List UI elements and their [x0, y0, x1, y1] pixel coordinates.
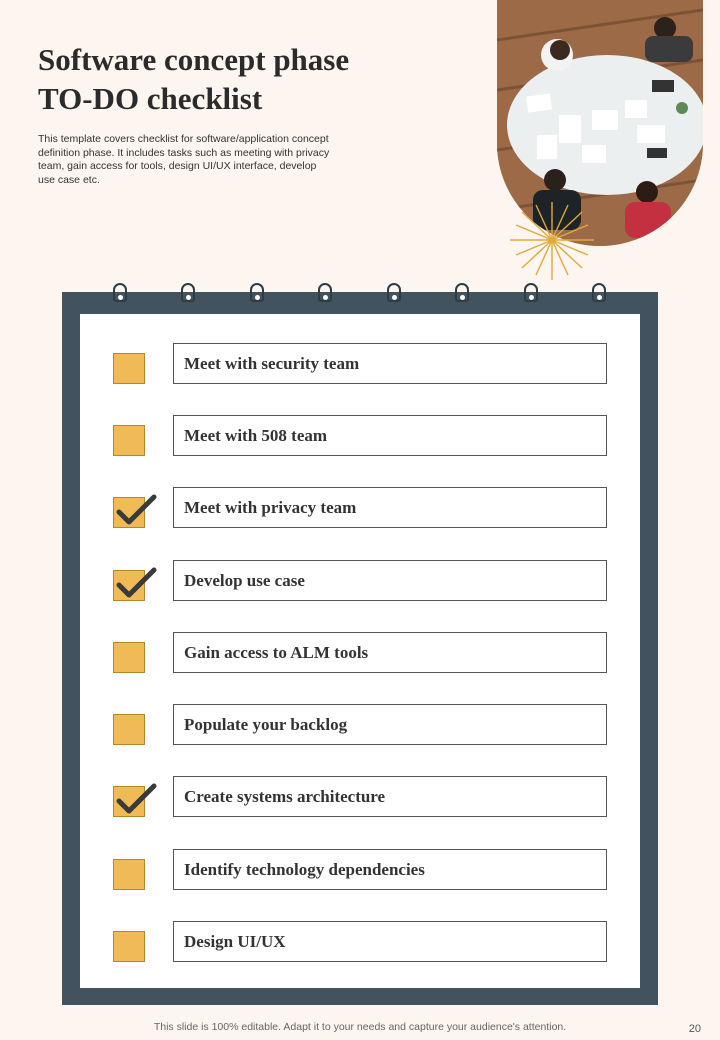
checkmark-icon [116, 567, 158, 605]
checklist-item-label: Create systems architecture [173, 776, 607, 817]
binder-ring [250, 283, 264, 302]
binder-ring [455, 283, 469, 302]
checklist-item [113, 632, 607, 673]
binder-ring [524, 283, 538, 302]
checklist-item [113, 560, 607, 601]
description: This template covers checklist for software/application concept definition phase. It includes tasks such as meeting with privacy team, gain access for tools, design UI/UX interface, develop use case etc. [38, 133, 330, 186]
checklist-item [113, 849, 607, 890]
checklist-item [113, 704, 607, 745]
checklist-item [113, 776, 607, 817]
checkbox[interactable] [113, 353, 145, 384]
checklist-item-label: Populate your backlog [173, 704, 607, 745]
checkbox[interactable] [113, 859, 145, 890]
checkbox[interactable] [113, 931, 145, 962]
checkbox[interactable] [113, 570, 145, 601]
binder-ring [113, 283, 127, 302]
checkmark-icon [116, 494, 158, 532]
binder-ring [387, 283, 401, 302]
checklist-item [113, 343, 607, 384]
checklist-item-label: Meet with 508 team [173, 415, 607, 456]
binder-ring [181, 283, 195, 302]
checkbox[interactable] [113, 425, 145, 456]
binder-ring [318, 283, 332, 302]
checklist-item [113, 415, 607, 456]
page-title [38, 40, 458, 118]
title-line-2: TO-DO checklist [38, 81, 263, 116]
checklist-item-label: Gain access to ALM tools [173, 632, 607, 673]
checkbox[interactable] [113, 497, 145, 528]
checklist-item [113, 921, 607, 962]
checklist-item-label: Meet with security team [173, 343, 607, 384]
checkmark-icon [116, 783, 158, 821]
checklist-item-label: Meet with privacy team [173, 487, 607, 528]
checklist-item-label: Identify technology dependencies [173, 849, 607, 890]
checklist-item-label: Design UI/UX [173, 921, 607, 962]
checklist-item [113, 487, 607, 528]
checkbox[interactable] [113, 714, 145, 745]
footer-note: This slide is 100% editable. Adapt it to your needs and capture your audience's attention. [153, 1021, 567, 1033]
binder-ring [592, 283, 606, 302]
checklist-item-label: Develop use case [173, 560, 607, 601]
page-number: 20 [688, 1023, 701, 1035]
sunburst-decoration [496, 200, 596, 282]
checkbox[interactable] [113, 642, 145, 673]
title-line-1: Software concept phase [38, 42, 350, 77]
checkbox[interactable] [113, 786, 145, 817]
